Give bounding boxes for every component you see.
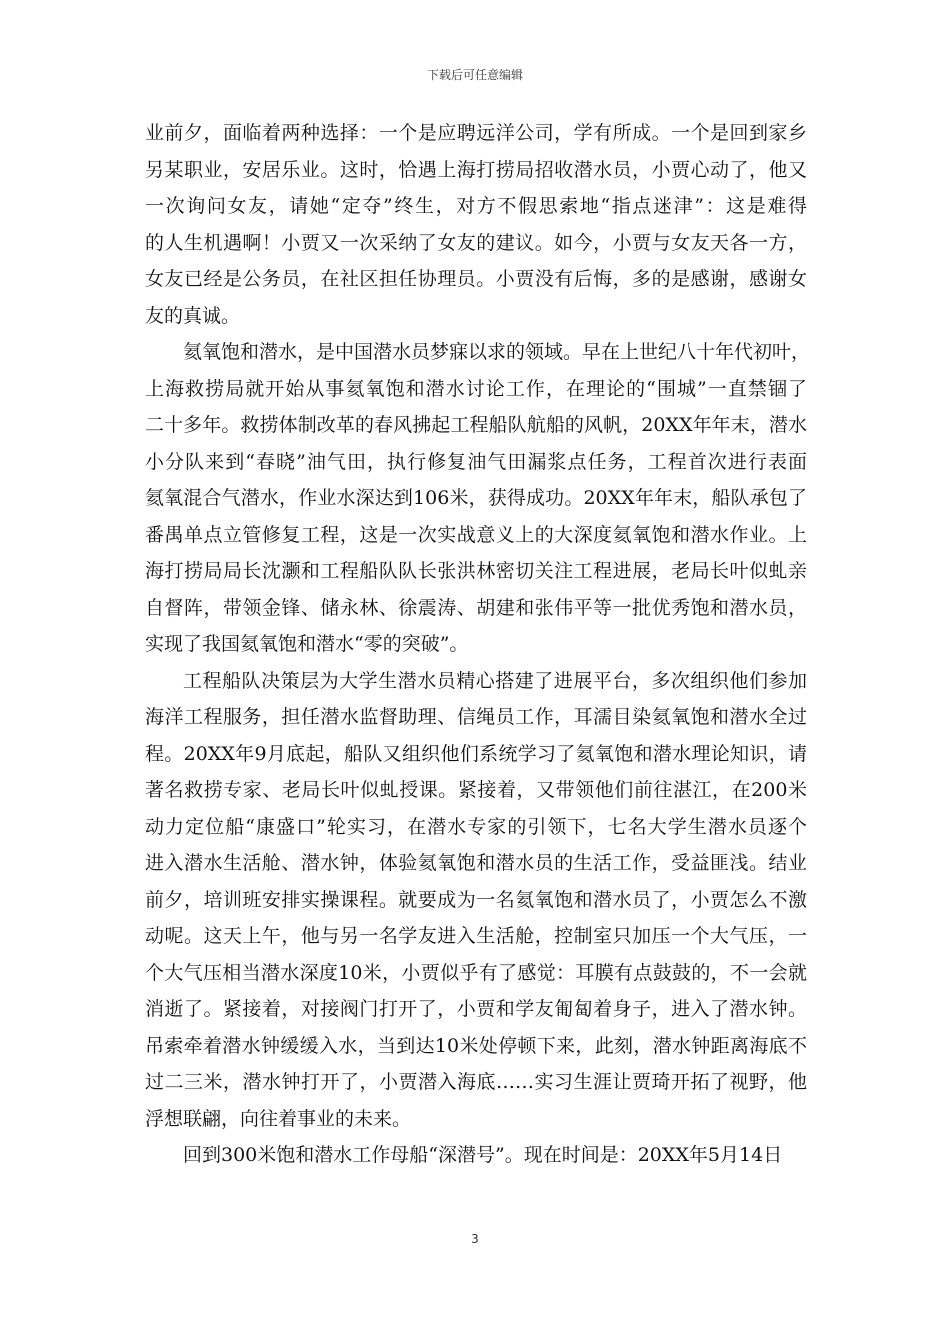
text-line: 实现了我国氦氧饱和潜水“零的突破”。 xyxy=(145,633,469,655)
text-line: 二十多年。救捞体制改革的春风拂起工程船队航船的风帆，20XX年年末，潜水 xyxy=(145,414,807,436)
text-line: 吊索牵着潜水钟缓缓入水，当到达10米处停顿下来，此刻，潜水钟距离海底不 xyxy=(145,1034,807,1057)
text-line: 浮想联翩，向往着事业的未来。 xyxy=(145,1107,412,1130)
page-header: 下载后可任意编辑 xyxy=(426,68,523,82)
text-line: 著名救捞专家、老局长叶似虬授课。紧接着，又带领他们前往湛江，在200米 xyxy=(145,779,807,801)
text-line: 个大气压相当潜水深度10米，小贾似乎有了感觉：耳膜有点鼓鼓的，不一会就 xyxy=(145,961,807,984)
text-line: 氦氧饱和潜水，是中国潜水员梦寐以求的领域。早在上世纪八十年代初叶， xyxy=(183,341,811,363)
text-line: 过二三米，潜水钟打开了，小贾潜入海底……实习生涯让贾琦开拓了视野，他 xyxy=(145,1071,807,1093)
text-line: 工程船队决策层为大学生潜水员精心搭建了进展平台，多次组织他们参加 xyxy=(183,669,807,692)
text-line: 另某职业，安居乐业。这时，恰遇上海打捞局招收潜水员，小贾心动了，他又 xyxy=(145,158,807,181)
paragraph-2 xyxy=(145,334,811,663)
text-line: 海打捞局局长沈灏和工程船队队长张洪林密切关注工程进展，老局长叶似虬亲 xyxy=(145,560,807,582)
text-line: 番禺单点立管修复工程，这是一次实战意义上的大深度氦氧饱和潜水作业。上 xyxy=(145,523,807,546)
text-line: 进入潜水生活舱、潜水钟，体验氦氧饱和潜水员的生活工作，受益匪浅。结业 xyxy=(145,852,807,874)
paragraph-4 xyxy=(145,1137,807,1174)
text-line: 友的真诚。 xyxy=(145,304,241,327)
text-line: 小分队来到“春晓”油气田，执行修复油气田漏浆点任务，工程首次进行表面 xyxy=(145,450,807,473)
text-line: 海洋工程服务，担任潜水监督助理、信绳员工作，耳濡目染氦氧饱和潜水全过 xyxy=(145,706,807,728)
paragraph-1 xyxy=(145,115,807,334)
text-line: 回到300米饱和潜水工作母船“深潜号”。现在时间是：20XX年5月14日 xyxy=(183,1144,783,1166)
text-line: 前夕，培训班安排实操课程。就要成为一名氦氧饱和潜水员了，小贾怎么不激 xyxy=(145,888,807,911)
document-body xyxy=(145,115,811,1174)
paragraph-3 xyxy=(145,663,807,1138)
text-line: 动力定位船“康盛口”轮实习，在潜水专家的引领下，七名大学生潜水员逐个 xyxy=(145,815,807,838)
page-number: 3 xyxy=(471,1232,479,1246)
text-line: 上海救捞局就开始从事氦氧饱和潜水讨论工作，在理论的“围城”一直禁锢了 xyxy=(145,377,807,400)
text-line: 一次询问女友，请她“定夺”终生，对方不假思索地“指点迷津”：这是难得 xyxy=(145,195,807,217)
text-line: 动呢。这天上午，他与另一名学友进入生活舱，控制室只加压一个大气压，一 xyxy=(145,925,807,947)
text-line: 的人生机遇啊！小贾又一次采纳了女友的建议。如今，小贾与女友天各一方， xyxy=(145,231,807,254)
text-line: 程。20XX年9月底起，船队又组织他们系统学习了氦氧饱和潜水理论知识，请 xyxy=(145,742,807,765)
text-line: 自督阵，带领金锋、储永林、徐震涛、胡建和张伟平等一批优秀饱和潜水员， xyxy=(145,596,807,619)
text-line: 消逝了。紧接着，对接阀门打开了，小贾和学友匍匐着身子，进入了潜水钟。 xyxy=(145,998,807,1020)
text-line: 业前夕，面临着两种选择：一个是应聘远洋公司，学有所成。一个是回到家乡 xyxy=(145,122,807,144)
text-line: 氦氧混合气潜水，作业水深达到106米，获得成功。20XX年年末，船队承包了 xyxy=(145,487,807,509)
text-line: 女友已经是公务员，在社区担任协理员。小贾没有后悔，多的是感谢，感谢女 xyxy=(145,268,807,290)
